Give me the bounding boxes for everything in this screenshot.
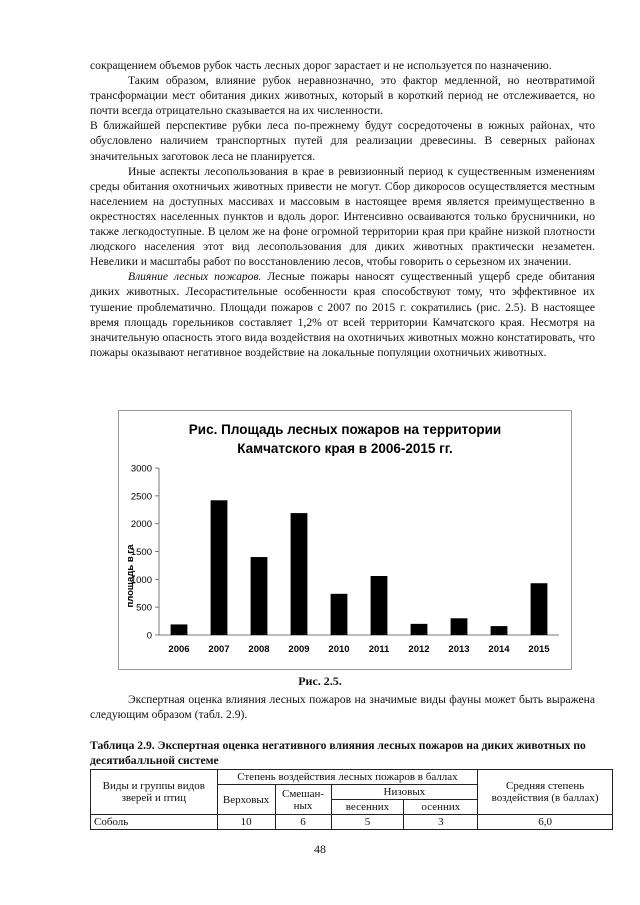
x-tick-label-2009: 2009 (288, 644, 310, 655)
header-ground: Низовых (331, 785, 478, 800)
paragraph-3: В ближайшей перспективе рубки леса по-прежнему будут сосредоточены в южных районах, что обусловлено наличием транспортных путей для реализации древесины. В северных районах значительных заготовок леса не планируется. (90, 119, 595, 163)
x-tick-label-2007: 2007 (208, 644, 230, 655)
figure-caption: Рис. 2.5. (298, 674, 342, 688)
header-degree: Степень воздействия лесных пожаров в баллах (217, 770, 478, 785)
body-text (90, 58, 595, 360)
y-tick-label: 0 (146, 630, 152, 642)
bar-2014 (491, 626, 508, 635)
x-tick-label-2013: 2013 (448, 644, 470, 655)
x-tick-label-2008: 2008 (248, 644, 270, 655)
header-species: Виды и группы видов зверей и птиц (91, 770, 218, 815)
cell-autumn: 3 (404, 815, 478, 830)
chart-y-axis-label: площадь в га (125, 544, 136, 608)
y-tick-label: 3000 (130, 463, 152, 475)
impact-table (90, 769, 613, 830)
x-tick-label-2011: 2011 (368, 644, 390, 655)
bar-2011 (371, 576, 388, 635)
y-tick-label: 500 (136, 602, 152, 614)
chart-title-line-2: Камчатского края в 2006-2015 гг. (237, 441, 453, 456)
x-tick-label-2015: 2015 (528, 644, 550, 655)
bar-2010 (331, 594, 348, 635)
table-header-row-1 (91, 770, 613, 785)
bar-2006 (171, 624, 188, 635)
y-tick-label: 1500 (130, 547, 152, 558)
bar-2012 (411, 624, 428, 635)
cell-average: 6,0 (478, 815, 613, 830)
x-tick-label-2014: 2014 (488, 644, 510, 655)
x-tick-label-2006: 2006 (168, 644, 190, 655)
y-tick-label: 2500 (130, 491, 152, 503)
x-tick-label-2012: 2012 (408, 644, 430, 655)
y-tick-label: 2000 (130, 519, 152, 531)
x-tick-label-2010: 2010 (328, 644, 350, 655)
bar-2007 (211, 500, 228, 635)
cell-species: Соболь (91, 815, 218, 830)
cell-mixed: 6 (275, 815, 331, 830)
bar-2009 (291, 513, 308, 635)
header-crown: Верховых (217, 785, 275, 815)
paragraph-5 (90, 269, 595, 360)
table-title: Таблица 2.9. Экспертная оценка негативного влияния лесных пожаров на диких животных по десятибалльной системе (90, 739, 586, 767)
paragraph-2: Таким образом, влияние рубок неравнозначно, это фактор медленной, но неотвратимой трансформации мест обитания диких животных, который в короткий период не отслеживается, но почти всегда отрицательно сказывается на их численности. (90, 74, 595, 118)
chart-svg (119, 411, 571, 669)
table-row (91, 815, 613, 830)
paragraph-6: Экспертная оценка влияния лесных пожаров на значимые виды фауны может быть выражена следующим образом (табл. 2.9). (90, 693, 595, 722)
bar-2015 (531, 583, 548, 635)
fire-area-chart (118, 410, 572, 670)
y-tick-label: 1000 (130, 574, 152, 586)
paragraph-4: Иные аспекты лесопользования в крае в ревизионный период к существенным изменениям среды обитания охотничьих животных привести не могут. Сбор дикоросов осуществляется местным населением на доступных массивах и массовым в настоящее время является преимущественно в окрестностях населенных пунктов и вдоль дорог. Интенсивно осваиваются только брусничники, но также легкодоступные. В целом же на фоне огромной территории края при крайне низкой плотности людского населения этот вид лесопользования для диких животных практически незаметен. Невелики и масштабы работ по восстановлению лесов, чтобы говорить о серьезном их значении. (90, 164, 595, 269)
fires-heading: Влияние лесных пожаров. (128, 270, 262, 284)
header-average: Средняя степень воздействия (в баллах) (478, 770, 613, 815)
paragraph-1: сокращением объемов рубок часть лесных дорог зарастает и не используется по назначению. (90, 59, 552, 72)
page-number: 48 (314, 842, 326, 856)
cell-crown: 10 (217, 815, 275, 830)
bar-2008 (251, 557, 268, 635)
paragraph-5-body: Лесные пожары наносят существенный ущерб среде обитания диких животных. Лесорастительные особенности края способствуют тому, что эффективное их тушение проблематично. Площади пожаров с 2007 по 2015 г. сократились (рис. 2.5). В настоящее время площадь горельников составляет 1,2% от всей территории Камчатского края. Несмотря на значительную опасность этого вида воздействия на охотничьих животных можно констатировать, что пожары оказывают негативное воздействие на локальные популяции охотничьих животных. (90, 270, 596, 359)
after-chart-text (90, 692, 595, 722)
header-mixed: Смешан-ных (275, 785, 331, 815)
bar-2013 (451, 618, 468, 635)
header-spring: весенних (331, 800, 404, 815)
cell-spring: 5 (331, 815, 404, 830)
header-autumn: осенних (404, 800, 478, 815)
chart-title-line-1: Рис. Площадь лесных пожаров на территории (188, 422, 502, 437)
